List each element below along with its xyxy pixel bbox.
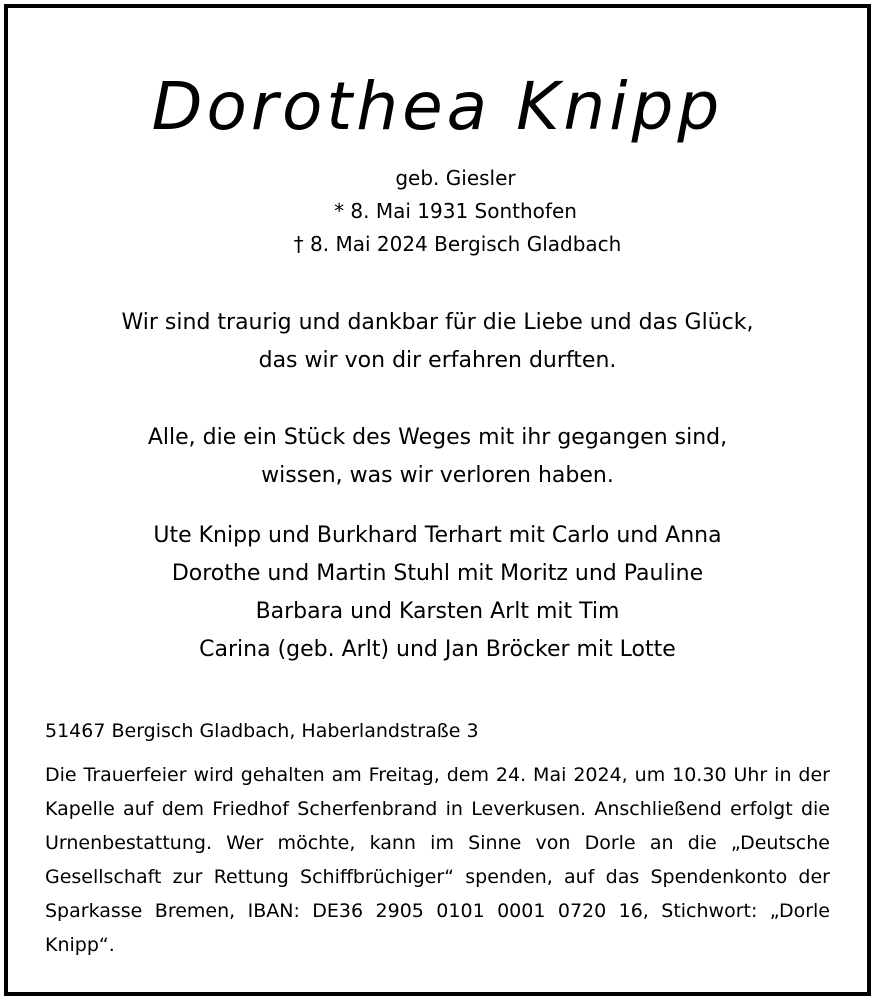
mourners-list bbox=[0, 517, 875, 669]
verse-line: Alle, die ein Stück des Weges mit ihr gegangen sind, bbox=[147, 425, 728, 450]
mourner-line: Ute Knipp und Burkhard Terhart mit Carlo und Anna bbox=[153, 523, 722, 548]
death-date: † 8. Mai 2024 Bergisch Gladbach bbox=[293, 232, 622, 256]
verse-line: Wir sind traurig und dankbar für die Liebe und das Glück, bbox=[121, 310, 754, 335]
verse-line: das wir von dir erfahren durften. bbox=[258, 348, 617, 373]
maiden-name: geb. Giesler bbox=[395, 166, 516, 190]
mourner-line: Dorothe und Martin Stuhl mit Moritz und Pauline bbox=[171, 561, 704, 586]
funeral-details: Die Trauerfeier wird gehalten am Freitag, dem 24. Mai 2024, um 10.30 Uhr in der Kapelle auf dem Friedhof Scherfenbrand in Leverkusen. Anschließend erfolgt die Urnenbestattung. Wer möchte, kann im Sinne von Dorle an die „Deutsche Gesellschaft zur Rettung Schiffbrüchiger“ spenden, auf das Spendenkonto der Sparkasse Bremen, IBAN: DE36 2905 0101 0001 0720 16, Stichwort: „Dorle Knipp“. bbox=[45, 764, 830, 956]
verse-second bbox=[0, 419, 875, 495]
birth-date: * 8. Mai 1931 Sonthofen bbox=[334, 199, 577, 223]
vital-dates bbox=[0, 162, 875, 261]
mourner-line: Barbara und Karsten Arlt mit Tim bbox=[255, 599, 620, 624]
family-address: 51467 Bergisch Gladbach, Haberlandstraße 3 bbox=[45, 720, 479, 742]
verse-line: wissen, was wir verloren haben. bbox=[261, 463, 614, 488]
mourner-line: Carina (geb. Arlt) und Jan Bröcker mit Lotte bbox=[199, 637, 676, 662]
deceased-name: Dorothea Knipp bbox=[151, 68, 724, 145]
verse-first bbox=[0, 304, 875, 380]
